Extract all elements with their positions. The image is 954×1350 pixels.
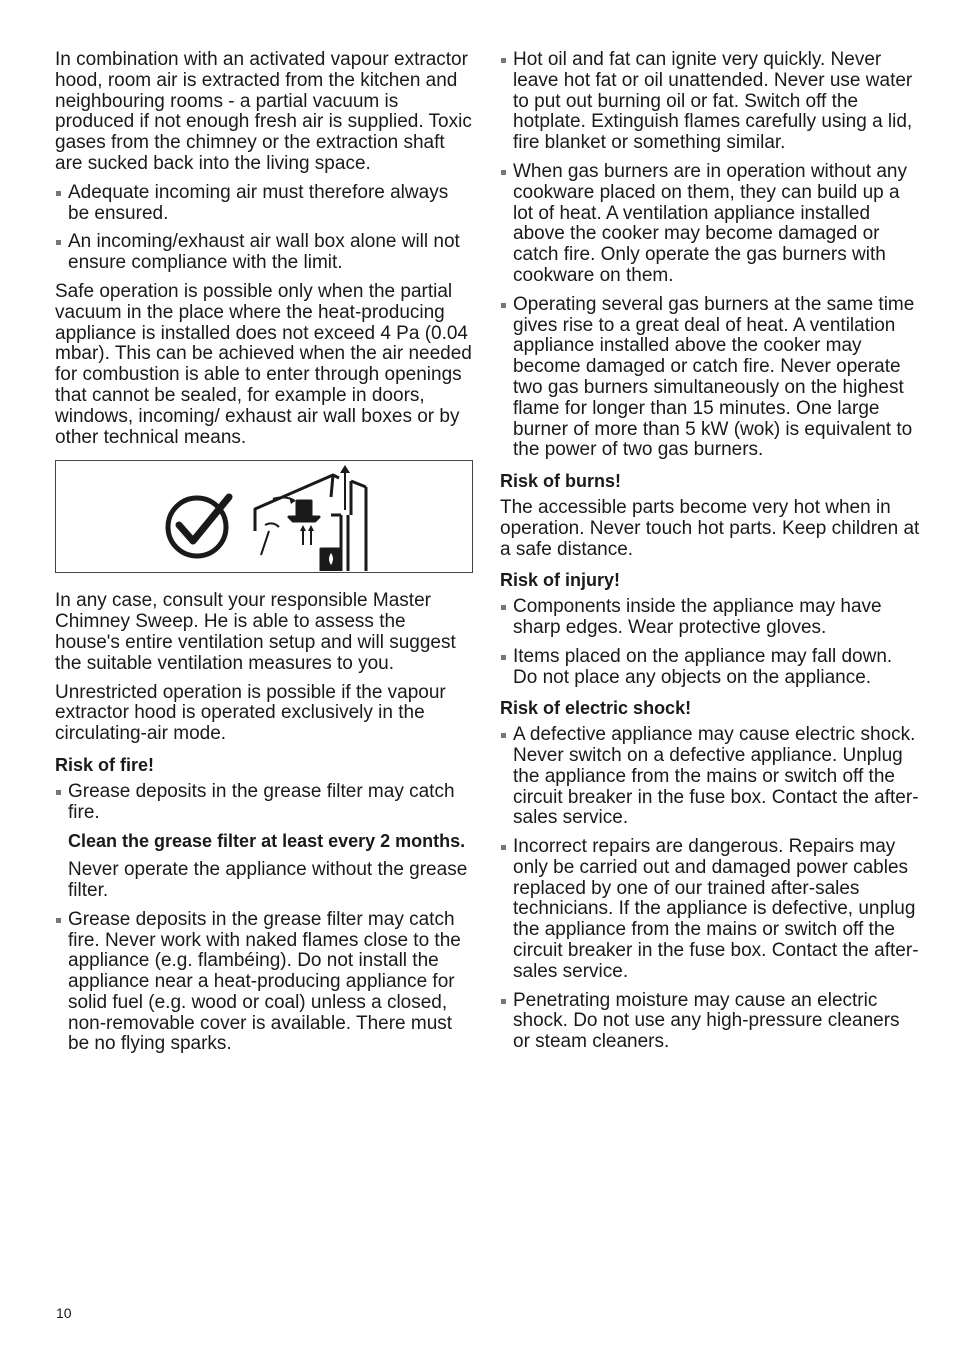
list-item: Grease deposits in the grease filter may catch fire. (55, 782, 473, 824)
list-item: Incorrect repairs are dangerous. Repairs may only be carried out and damaged power cables replaced by one of our trained after-sales technicians. If the appliance is defective, unplug the appliance from the mains or switch off the circuit breaker in the fuse box. Contact the after-sales service. (500, 837, 920, 983)
list-item: Grease deposits in the grease filter may catch fire. Never work with naked flames close to the appliance (e.g. flambéing). Do not install the appliance near a heat-producing appliance for solid fuel (e.g. wood or coal) unless a closed, non-removable cover is available. There must be no flying sparks. (55, 910, 473, 1056)
list-item: Operating several gas burners at the same time gives rise to a great deal of heat. A ventilation appliance installed above the cooker may become damaged or catch fire. Never operate two gas burners simultaneously on the highest flame for longer than 15 minutes. One large burner of more than 5 kW (wok) is equivalent to the power of two gas burners. (500, 295, 920, 461)
list-item: Items placed on the appliance may fall down. Do not place any objects on the appliance. (500, 647, 920, 689)
fire-heading: Risk of fire! (55, 754, 155, 775)
page-number: 10 (56, 1305, 72, 1321)
burns-paragraph: The accessible parts become very hot when in operation. Never touch hot parts. Keep children at a safe distance. (500, 496, 920, 560)
check-circle-icon (168, 497, 229, 556)
right-column (500, 50, 920, 1061)
list-item: Penetrating moisture may cause an electric shock. Do not use any high-pressure cleaners or steam cleaners. (500, 991, 920, 1053)
list-item: Components inside the appliance may have sharp edges. Wear protective gloves. (500, 597, 920, 639)
clean-filter-instruction: Clean the grease filter at least every 2 months. (68, 831, 466, 852)
consult-paragraph: In any case, consult your responsible Master Chimney Sweep. He is able to assess the house's entire ventilation setup and will suggest the suitable ventilation measures to you. (55, 590, 456, 674)
list-item: Adequate incoming air must therefore always be ensured. (55, 183, 473, 225)
list-item: A defective appliance may cause electric shock. Never switch on a defective appliance. Unplug the appliance from the mains or switch off the circuit breaker in the fuse box. Contact the after-sales service. (500, 725, 920, 829)
burns-heading: Risk of burns! (500, 471, 622, 492)
ventilation-figure (55, 460, 473, 573)
left-column (55, 50, 473, 1063)
shock-heading: Risk of electric shock! (500, 698, 692, 719)
house-ventilation-icon (255, 465, 366, 571)
never-operate-note: Never operate the appliance without the grease filter. (68, 859, 468, 901)
list-item: When gas burners are in operation without any cookware placed on them, they can build up a lot of heat. A ventilation appliance installed above the cooker may become damaged or catch fire. Only operate the gas burners with cookware on them. (500, 162, 920, 287)
safe-operation-paragraph: Safe operation is possible only when the partial vacuum in the place where the heat-producing appliance is installed does not exceed 4 Pa (0.04 mbar). This can be achieved when the air needed for combustion is able to enter through openings that cannot be sealed, for example in doors, windows, incoming/ exhaust air wall boxes or by other technical means. (55, 280, 472, 448)
unrestricted-paragraph: Unrestricted operation is possible if the vapour extractor hood is operated exclusively in the circulating-air mode. (55, 681, 446, 745)
list-item: Hot oil and fat can ignite very quickly. Never leave hot fat or oil unattended. Never use water to put out burning oil or fat. Switch off the hotplate. Extinguish flames carefully using a lid, fire blanket or something similar. (500, 50, 920, 154)
injury-heading: Risk of injury! (500, 570, 621, 591)
figure-graphic (161, 465, 421, 571)
intro-paragraph: In combination with an activated vapour extractor hood, room air is extracted from the kitchen and neighbouring rooms - a partial vacuum is produced if not enough fresh air is supplied. Toxic gases from the chimney or the extraction shaft are sucked back into the living space. (55, 49, 472, 174)
list-item: An incoming/exhaust air wall box alone will not ensure compliance with the limit. (55, 232, 473, 274)
